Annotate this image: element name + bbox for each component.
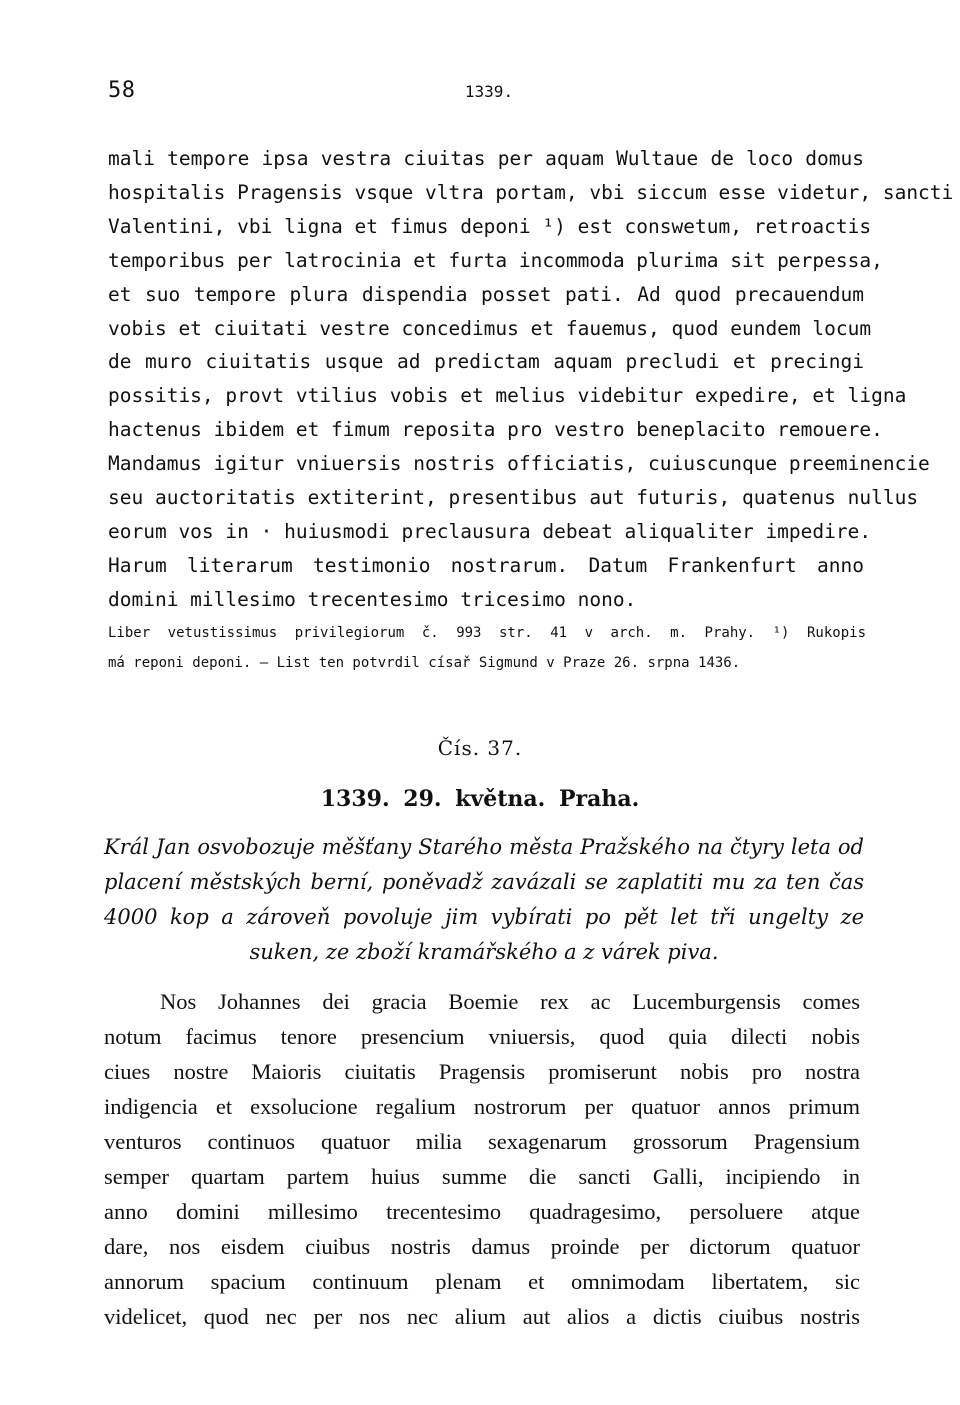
text-line: de muro ciuitatis usque ad predictam aquam precludi et precingi bbox=[108, 350, 864, 374]
summary-line: placení městských berní, poněvadž zavázali se zaplatiti mu za ten čas bbox=[104, 870, 864, 894]
text-line: vobis et ciuitati vestre concedimus et fauemus, quod eundem locum bbox=[108, 316, 872, 340]
text-line: possitis, provt vtilius vobis et melius videbitur expedire, et ligna bbox=[108, 384, 907, 408]
text-line: Valentini, vbi ligna et fimus deponi ¹) est conswetum, retroactis bbox=[108, 214, 872, 238]
document-date-place: 1339. 29. května. Praha. bbox=[320, 786, 640, 812]
text-line: eorum vos in · huiusmodi preclausura debeat aliqualiter impedire. bbox=[108, 519, 872, 543]
text-line: Mandamus igitur vniuersis nostris officiatis, cuiuscunque preeminencie bbox=[108, 452, 930, 476]
running-header-year: 1339. bbox=[464, 82, 514, 101]
footnote-line: má reponi deponi. — List ten potvrdil císař Sigmund v Praze 26. srpna 1436. bbox=[108, 655, 741, 671]
summary-line: Král Jan osvobozuje měšťany Starého města Pražského na čtyry leta od bbox=[104, 835, 864, 859]
document-number: Čís. 37. bbox=[437, 736, 523, 760]
body-line: dare, nos eisdem ciuibus nostris damus proinde per dictorum quatuor bbox=[104, 1234, 860, 1259]
body-line: anno domini millesimo trecentesimo quadragesimo, persoluere atque bbox=[104, 1199, 860, 1224]
text-line: seu auctoritatis extiterint, presentibus aut futuris, quatenus nullus bbox=[108, 486, 919, 510]
charter-body bbox=[104, 984, 860, 1334]
body-line: ciues nostre Maioris ciuitatis Pragensis promiserunt nobis pro nostra bbox=[104, 1059, 860, 1084]
body-line: annorum spacium continuum plenam et omnimodam libertatem, sic bbox=[104, 1269, 860, 1294]
source-footnote bbox=[108, 618, 866, 678]
summary-line: 4000 kop a zároveň povoluje jim vybírati po pět let tři ungelty ze bbox=[104, 905, 864, 929]
footnote-line: Liber vetustissimus privilegiorum č. 993 str. 41 v arch. m. Prahy. ¹) Rukopis bbox=[108, 625, 866, 641]
body-line: venturos continuos quatuor milia sexagenarum grossorum Pragensium bbox=[104, 1129, 860, 1154]
body-line: notum facimus tenore presencium vniuersis, quod quia dilecti nobis bbox=[104, 1024, 860, 1049]
text-line: temporibus per latrocinia et furta incommoda plurima sit perpessa, bbox=[108, 248, 883, 272]
page-number: 58 bbox=[108, 78, 136, 103]
body-line: videlicet, quod nec per nos nec alium aut alios a dictis ciuibus nostris bbox=[104, 1304, 860, 1329]
continued-charter-text bbox=[108, 142, 954, 617]
text-line: hospitalis Pragensis vsque vltra portam, vbi siccum esse videtur, sancti bbox=[108, 180, 954, 204]
summary-line: suken, ze zboží kramářského a z várek piva. bbox=[249, 940, 719, 964]
body-line: semper quartam partem huius summe die sancti Galli, incipiendo in bbox=[104, 1164, 860, 1189]
text-line: Harum literarum testimonio nostrarum. Datum Frankenfurt anno bbox=[108, 553, 864, 577]
text-line: mali tempore ipsa vestra ciuitas per aquam Wultaue de loco domus bbox=[108, 147, 864, 170]
body-line: Nos Johannes dei gracia Boemie rex ac Lucemburgensis comes bbox=[160, 989, 860, 1014]
text-line: domini millesimo trecentesimo tricesimo nono. bbox=[108, 587, 637, 611]
text-line: et suo tempore plura dispendia posset pati. Ad quod precauendum bbox=[108, 282, 864, 306]
document-summary bbox=[104, 830, 864, 970]
text-line: hactenus ibidem et fimum reposita pro vestro beneplacito remouere. bbox=[108, 418, 883, 442]
body-line: indigencia et exsolucione regalium nostrorum per quatuor annos primum bbox=[104, 1094, 860, 1119]
